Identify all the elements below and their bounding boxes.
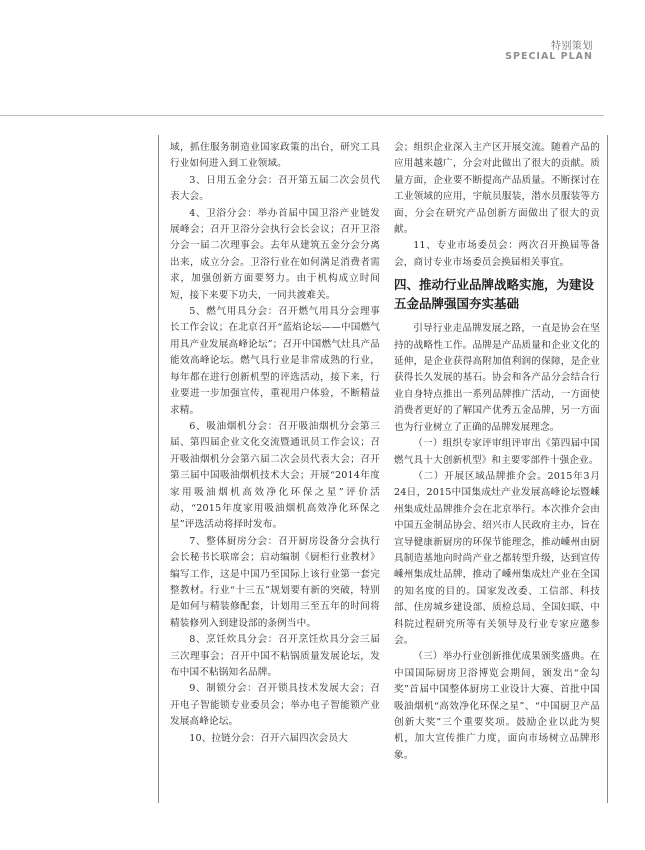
paragraph: （二）开展区域品牌推介会。2015年3月24日，2015中国集成灶产业发展高峰论坛暨嵊州集成灶品牌推介会在北京举行。本次推介会由中国五金制品协会、绍兴市人民政府主办，旨在宣导健康新厨房的环保节能理念，推动嵊州由厨具制造基地向时尚产业之都转型升级，达到宣传嵊州集成灶品牌，推动了嵊州集成灶产业在全国的知名度的目的。国家发改委、工信部、科技部、住房城乡建设部、质检总局、全国妇联、中科院过程研究所等有关领导及行业专家应邀参会。 (394, 470, 600, 646)
paragraph: 10、拉链分会：召开六届四次会员大 (189, 732, 348, 744)
column-divider-right (607, 135, 608, 803)
paragraph: （一）组织专家评审组评审出《第四届中国燃气具十大创新机型》和主要零部件十强企业。 (394, 438, 600, 466)
section-heading: 四、推动行业品牌战略实施，为建设五金品牌强国夯实基础 (394, 277, 595, 312)
paragraph: （三）举办行业创新推优成果颁奖盛典。在中国国际厨房卫浴博览会期间，颁发出“金勾奖”首届中国整体厨房工业设计大赛、首批中国吸油烟机“高效净化环保之星”、“中国厨卫产品创新大奖”三个重要奖项。鼓励企业以此为契机，加大宣传推广力度，面向市场树立品牌形象。 (394, 651, 600, 761)
paragraph: 8、烹饪炊具分会：召开烹饪炊具分会三届三次理事会；召开中国不粘锅质量发展论坛，发布中国不粘锅知名品牌。 (170, 634, 380, 678)
text-column-left (170, 140, 380, 747)
paragraph: 7、整体厨房分会：召开厨房设备分会执行会长秘书长联席会；启动编制《厨柜行业教材》编写工作，这是中国乃至国际上该行业第一套完整教材。行业“十三五”规划要有新的突破，特别是如何与精装修配套，计划用三至五年的时间将精装修列入到建设部的条例当中。 (170, 535, 380, 629)
text-column-right (394, 140, 600, 764)
paragraph: 9、制锁分会：召开锁具技术发展大会；召开电子智能锁专业委员会；举办电子智能锁产业发展高峰论坛。 (170, 683, 380, 728)
paragraph: 域，抓住服务制造业国家政策的出台，研究工具行业如何进入到工业领域。 (170, 142, 380, 170)
paragraph: 3、日用五金分会：召开第五届二次会员代表大会。 (170, 174, 380, 203)
header-title-cn: 特别策划 (551, 41, 593, 52)
paragraph: 引导行业走品牌发展之路，一直是协会在坚持的战略性工作。品牌是产品质量和企业文化的延伸，是企业获得高附加值利润的保障，是企业获得长久发展的基石。协会和各产品分会结合行业自身特点推出一系列品牌推广活动，一方面使消费者更好的了解国产优秀五金品牌，另一方面也为行业树立了正确的品牌发展理念。 (394, 323, 600, 433)
paragraph: 6、吸油烟机分会：召开吸油烟机分会第三届、第四届企业文化交流暨通讯员工作会议；召开吸油烟机分会第六届二次会员代表大会；召开第三届中国吸油烟机技术大会；开展“2014年度家用吸油烟机高效净化环保之星”评价活动，“2015年度家用吸油烟机高效净化环保之星”评选活动将择时发布。 (170, 420, 380, 531)
paragraph: 4、卫浴分会：举办首届中国卫浴产业链发展峰会；召开卫浴分会执行会长会议；召开卫浴分会一届二次理事会。去年从建筑五金分会分离出来，成立分会。卫浴行业在如何满足消费者需求，加强创新方面要努力。由于机构成立时间短，接下来要下功夫，一同共渡难关。 (170, 207, 380, 301)
header-rule (0, 115, 604, 116)
paragraph: 11、专业市场委员会：两次召开换届等备会，商讨专业市场委员会换届相关事宜。 (394, 240, 600, 268)
paragraph: 会；组织企业深入主产区开展交流。随着产品的应用越来越广，分会对此做出了很大的贡献。质量方面，企业要不断提高产品质量。不断探讨在工业领域的应用，宇航员服装，潜水员服装等方面，分会在研究产品创新方面做出了很大的贡献。 (394, 142, 600, 236)
header-title-en: SPECIAL PLAN (505, 51, 593, 62)
column-divider-left (158, 135, 159, 803)
paragraph: 5、燃气用具分会：召开燃气用具分会理事长工作会议；在北京召开“蓝焰论坛——中国燃气用具产业发展高峰论坛”；召开中国燃气灶具产品能效高峰论坛。燃气具行业是非常成熟的行业，每年都在进行创新机型的评选活动，接下来，行业要进一步加强宣传，重视用户体验，不断精益求精。 (170, 306, 380, 416)
